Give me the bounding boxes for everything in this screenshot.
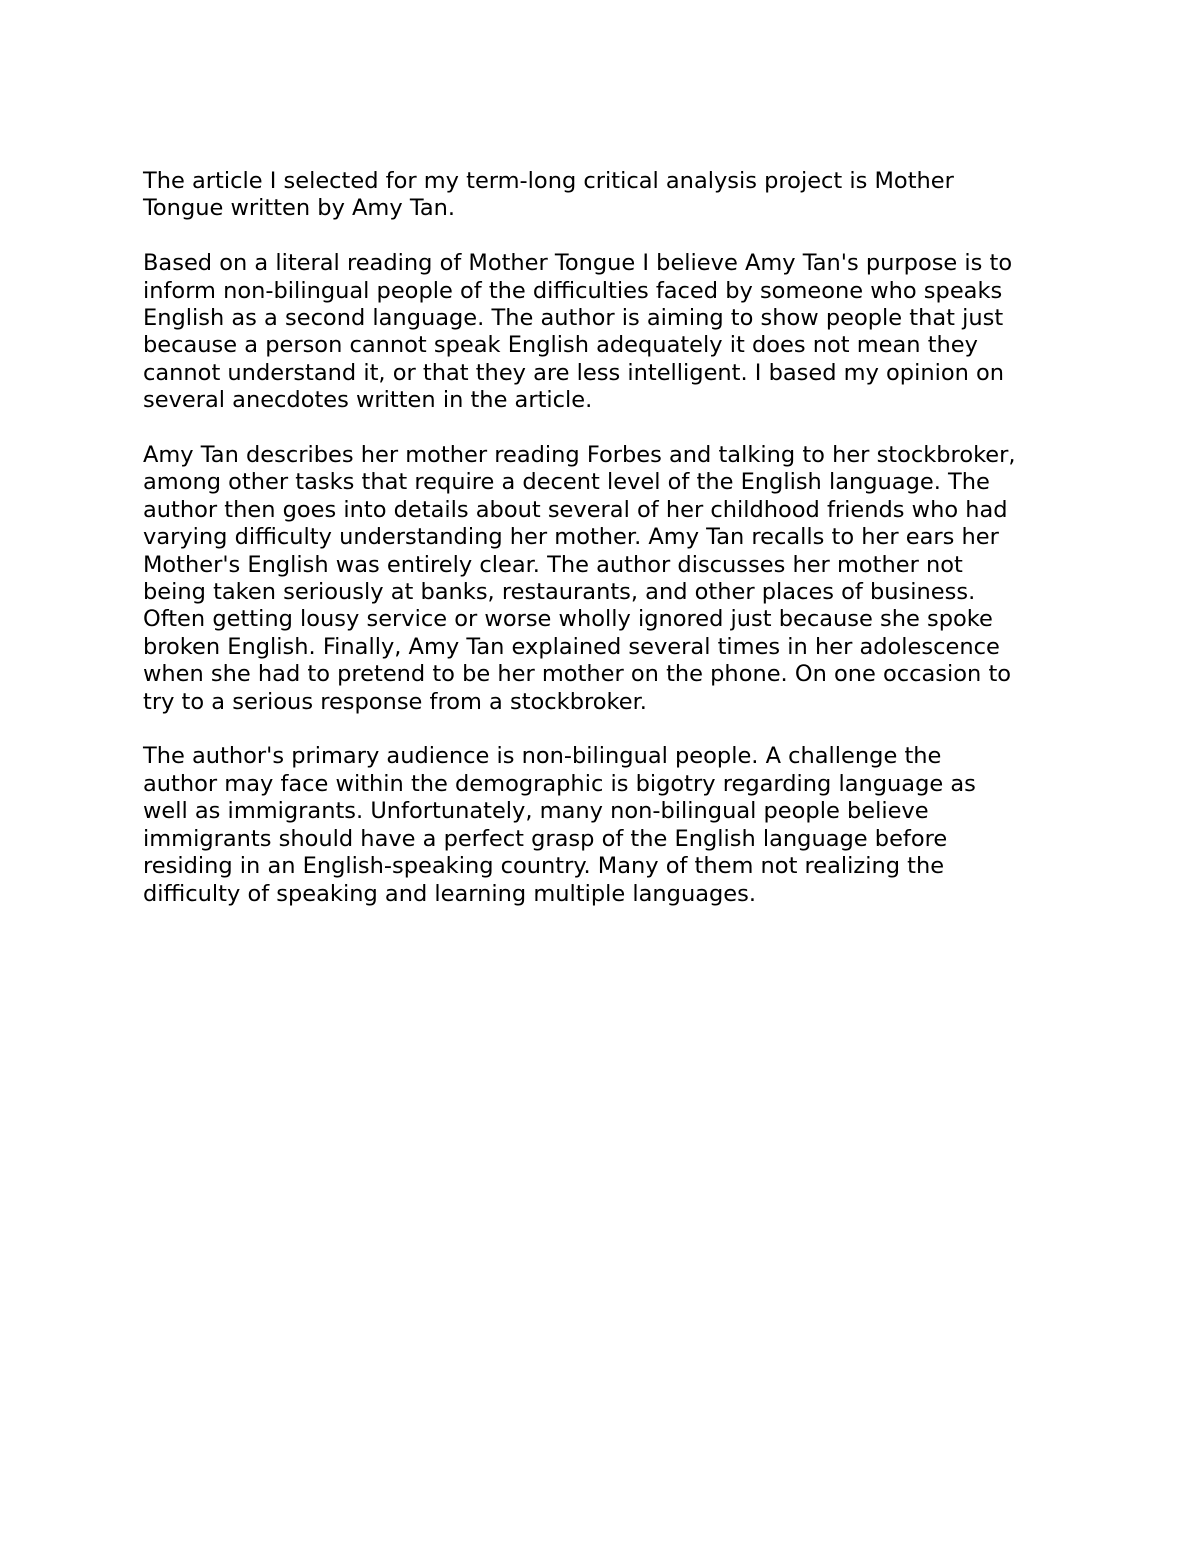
text-line: immigrants should have a perfect grasp of the English language before xyxy=(143,825,948,852)
text-line: among other tasks that require a decent level of the English language. The xyxy=(143,469,990,496)
text-line: cannot understand it, or that they are less intelligent. I based my opinion on xyxy=(143,359,1005,386)
text-line: well as immigrants. Unfortunately, many non-bilingual people believe xyxy=(143,798,929,825)
paragraph-purpose xyxy=(143,250,1083,414)
text-line: try to a serious response from a stockbroker. xyxy=(143,688,647,715)
paragraph-audience xyxy=(143,743,1083,907)
paragraph-intro xyxy=(143,168,1083,223)
text-line: inform non-bilingual people of the difficulties faced by someone who speaks xyxy=(143,277,1003,304)
text-line: author may face within the demographic is bigotry regarding language as xyxy=(143,770,976,797)
text-line: Tongue written by Amy Tan. xyxy=(143,195,456,222)
text-line: difficulty of speaking and learning multiple languages. xyxy=(143,880,756,907)
text-line: Amy Tan describes her mother reading Forbes and talking to her stockbroker, xyxy=(143,442,1016,469)
document-body xyxy=(143,168,1083,935)
text-line: Mother's English was entirely clear. The author discusses her mother not xyxy=(143,551,963,578)
text-line: being taken seriously at banks, restaurants, and other places of business. xyxy=(143,579,976,606)
text-line: Often getting lousy service or worse wholly ignored just because she spoke xyxy=(143,606,993,633)
text-line: author then goes into details about several of her childhood friends who had xyxy=(143,496,1008,523)
text-line: The article I selected for my term-long critical analysis project is Mother xyxy=(143,168,954,194)
text-line: varying difficulty understanding her mother. Amy Tan recalls to her ears her xyxy=(143,524,999,551)
text-line: several anecdotes written in the article. xyxy=(143,387,593,414)
paragraph-anecdotes xyxy=(143,442,1083,716)
text-line: English as a second language. The author is aiming to show people that just xyxy=(143,305,1004,332)
text-line: broken English. Finally, Amy Tan explained several times in her adolescence xyxy=(143,633,1000,660)
text-line: The author's primary audience is non-bilingual people. A challenge the xyxy=(143,743,942,770)
text-line: residing in an English-speaking country. Many of them not realizing the xyxy=(143,853,945,880)
text-line: Based on a literal reading of Mother Tongue I believe Amy Tan's purpose is to xyxy=(143,250,1013,277)
text-line: when she had to pretend to be her mother on the phone. On one occasion to xyxy=(143,661,1012,688)
text-line: because a person cannot speak English adequately it does not mean they xyxy=(143,332,978,359)
